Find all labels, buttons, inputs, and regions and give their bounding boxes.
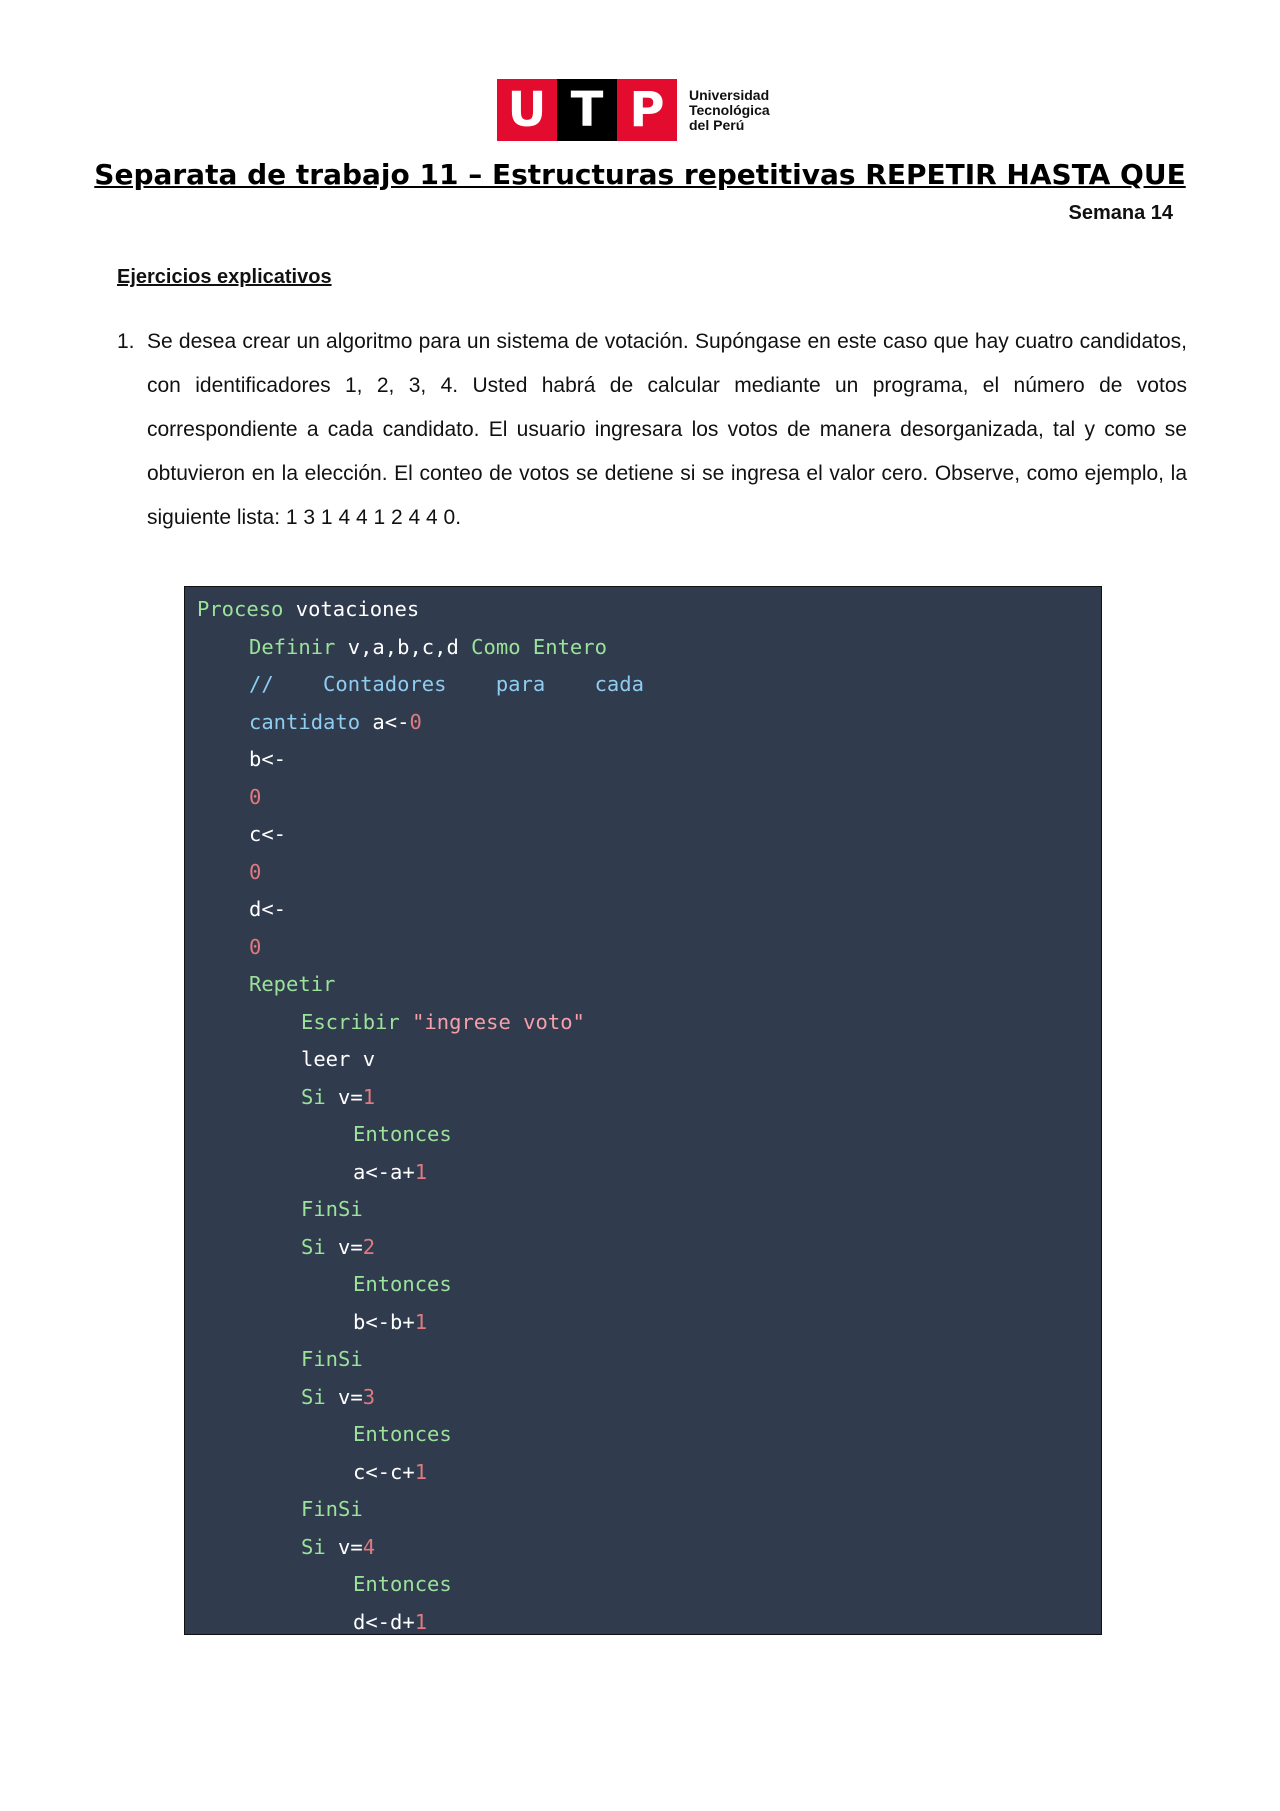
- code-token: 4: [362, 1534, 376, 1559]
- code-line: [185, 1491, 1101, 1529]
- code-token: Entonces: [353, 1272, 452, 1296]
- code-token: leer v: [301, 1047, 376, 1071]
- code-line: [185, 1379, 1101, 1417]
- code-line: [185, 1191, 1101, 1229]
- code-token: 0: [249, 934, 262, 959]
- code-token: Si: [301, 1384, 326, 1409]
- logo-letter-u: U: [497, 79, 557, 141]
- code-token: 1: [414, 1459, 428, 1484]
- code-token: votaciones: [283, 597, 420, 621]
- code-token: 2: [362, 1234, 376, 1259]
- page-title: Separata de trabajo 11 – Estructuras repetitivas REPETIR HASTA QUE: [94, 158, 1186, 191]
- code-line: [185, 1079, 1101, 1117]
- code-token: b<-b+: [353, 1309, 415, 1334]
- code-line: [185, 1229, 1101, 1267]
- exercise-text: Se desea crear un algoritmo para un sistema de votación. Supóngase en este caso que hay cuatro candidatos, con identificadores 1, 2, 3, 4. Usted habrá de calcular mediante un programa, el número de votos correspondiente a cada candidato. El usuario ingresara los votos de manera desorganizada, tal y como se obtuvieron en la elección. El conteo de votos se detiene si se ingresa el valor cero. Observe, como ejemplo, la siguiente lista: 1 3 1 4 4 1 2 4 4 0.: [147, 330, 1187, 529]
- code-token: Si: [301, 1084, 326, 1109]
- code-line: [185, 854, 1101, 892]
- code-token: v=: [325, 1534, 363, 1559]
- logo-line: del Perú: [689, 116, 745, 133]
- code-token: // Contadores para cada: [249, 672, 644, 696]
- code-line: [185, 1341, 1101, 1379]
- code-line: [185, 891, 1101, 929]
- exercise-number: 1.: [117, 330, 135, 353]
- code-token: a<-: [360, 709, 410, 734]
- code-token: Escribir: [301, 1009, 400, 1034]
- code-line: [185, 1566, 1101, 1604]
- code-line: [185, 1154, 1101, 1192]
- code-line: [185, 1416, 1101, 1454]
- code-token: 1: [414, 1309, 428, 1334]
- code-line: [185, 1304, 1101, 1342]
- code-token: 1: [414, 1609, 428, 1634]
- logo-line: Universidad: [689, 86, 770, 103]
- section-heading: Ejercicios explicativos: [117, 266, 332, 288]
- code-token: Si: [301, 1534, 326, 1559]
- code-token: 3: [362, 1384, 376, 1409]
- code-token: Repetir: [249, 972, 336, 996]
- code-token: Entonces: [353, 1122, 452, 1146]
- code-line: [185, 1116, 1101, 1154]
- code-line: [185, 779, 1101, 817]
- code-token: FinSi: [301, 1347, 363, 1371]
- code-line: [185, 1266, 1101, 1304]
- code-line: [185, 1004, 1101, 1042]
- code-line: [185, 816, 1101, 854]
- code-token: Definir: [249, 634, 336, 659]
- code-token: Entonces: [353, 1422, 452, 1446]
- code-token: Entonces: [353, 1572, 452, 1596]
- code-token: v=: [325, 1084, 363, 1109]
- code-token: cantidato: [249, 709, 361, 734]
- code-token: 1: [414, 1159, 428, 1184]
- code-token: [400, 1010, 412, 1034]
- logo-line: Tecnológica: [689, 101, 770, 118]
- code-token: 1: [362, 1084, 376, 1109]
- code-block: [184, 586, 1102, 1635]
- logo-letter-p: P: [617, 79, 677, 141]
- week-label: Semana 14: [1068, 202, 1173, 224]
- code-line: [185, 591, 1101, 629]
- code-token: 0: [409, 709, 422, 734]
- code-line: [185, 1454, 1101, 1492]
- code-token: v,a,b,c,d: [335, 634, 472, 659]
- code-token: v=: [325, 1234, 363, 1259]
- code-line: [185, 741, 1101, 779]
- exercise-paragraph: [117, 320, 1187, 540]
- code-token: Si: [301, 1234, 326, 1259]
- code-token: d<-: [249, 897, 287, 921]
- code-line: [185, 666, 1101, 704]
- code-line: [185, 1041, 1101, 1079]
- code-token: Como Entero: [471, 634, 607, 659]
- code-token: FinSi: [301, 1497, 363, 1521]
- code-token: v=: [325, 1384, 363, 1409]
- code-line: [185, 966, 1101, 1004]
- code-token: d<-d+: [353, 1609, 415, 1634]
- code-token: c<-c+: [353, 1459, 415, 1484]
- utp-logo: [497, 79, 770, 141]
- code-token: c<-: [249, 822, 287, 846]
- code-line: [185, 1529, 1101, 1567]
- code-line: [185, 1604, 1101, 1642]
- code-token: 0: [249, 859, 262, 884]
- code-line: [185, 704, 1101, 742]
- code-line: [185, 929, 1101, 967]
- logo-text: [689, 88, 770, 133]
- code-token: a<-a+: [353, 1159, 415, 1184]
- code-token: b<-: [249, 747, 287, 771]
- logo-letter-t: T: [557, 79, 617, 141]
- code-line: [185, 629, 1101, 667]
- code-token: 0: [249, 784, 262, 809]
- code-token: "ingrese voto": [412, 1009, 585, 1034]
- code-token: Proceso: [197, 597, 284, 621]
- code-token: FinSi: [301, 1197, 363, 1221]
